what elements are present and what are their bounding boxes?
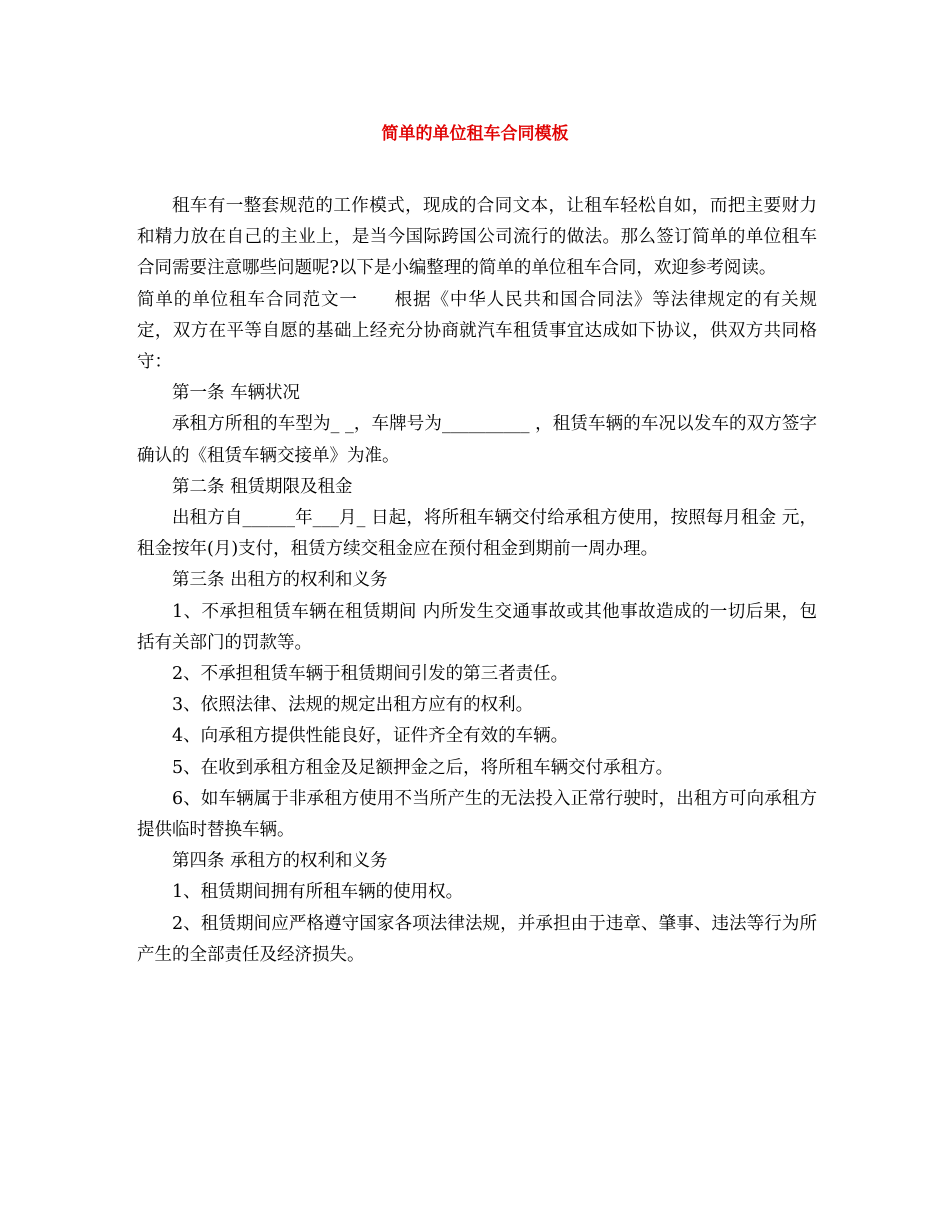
article-3-item-1: 1、不承担租赁车辆在租赁期间 内所发生交通事故或其他事故造成的一切后果，包括有关部门的罚款等。 bbox=[137, 601, 817, 653]
article-3-heading: 第三条 出租方的权利和义务 bbox=[172, 570, 388, 591]
article-2-text: 出租方自______年___月_ 日起，将所租车辆交付给承租方使用，按照每月租金 元，租金按年(月)支付，租赁方续交租金应在预付租金到期前一周办理。 bbox=[137, 508, 817, 560]
document-body bbox=[137, 191, 817, 971]
intro-paragraph: 租车有一整套规范的工作模式，现成的合同文本，让租车轻松自如，而把主要财力和精力放在自己的主业上，是当今国际跨国公司流行的做法。那么签订简单的单位租车合同需要注意哪些问题呢?以下是小编整理的简单的单位租车合同，欢迎参考阅读。 bbox=[137, 196, 817, 279]
article-1-text: 承租方所租的车型为_ _，车牌号为__________ ，租赁车辆的车况以发车的双方签字确认的《租赁车辆交接单》为准。 bbox=[137, 414, 817, 466]
article-4-heading: 第四条 承租方的权利和义务 bbox=[172, 851, 388, 872]
article-3-item-5: 5、在收到承租方租金及足额押金之后，将所租车辆交付承租方。 bbox=[172, 757, 674, 778]
article-3-item-2: 2、不承担租赁车辆于租赁期间引发的第三者责任。 bbox=[172, 664, 569, 685]
article-1-heading: 第一条 车辆状况 bbox=[172, 383, 301, 404]
article-4-item-1: 1、租赁期间拥有所租车辆的使用权。 bbox=[172, 882, 464, 903]
document-title: 简单的单位租车合同模板 bbox=[381, 124, 569, 144]
article-2-heading: 第二条 租赁期限及租金 bbox=[172, 476, 353, 497]
sample-intro-paragraph: 简单的单位租车合同范文一 根据《中华人民共和国合同法》等法律规定的有关规定，双方在平等自愿的基础上经充分协商就汽车租赁事宜达成如下协议，供双方共同格守： bbox=[137, 289, 817, 373]
article-3-item-4: 4、向承租方提供性能良好，证件齐全有效的车辆。 bbox=[172, 726, 569, 747]
article-3-item-3: 3、依照法律、法规的规定出租方应有的权利。 bbox=[172, 695, 534, 716]
article-3-item-6: 6、如车辆属于非承租方使用不当所产生的无法投入正常行驶时，出租方可向承租方提供临时替换车辆。 bbox=[137, 788, 817, 841]
article-4-item-2: 2、租赁期间应严格遵守国家各项法律法规，并承担由于违章、肇事、违法等行为所产生的全部责任及经济损失。 bbox=[137, 913, 817, 965]
